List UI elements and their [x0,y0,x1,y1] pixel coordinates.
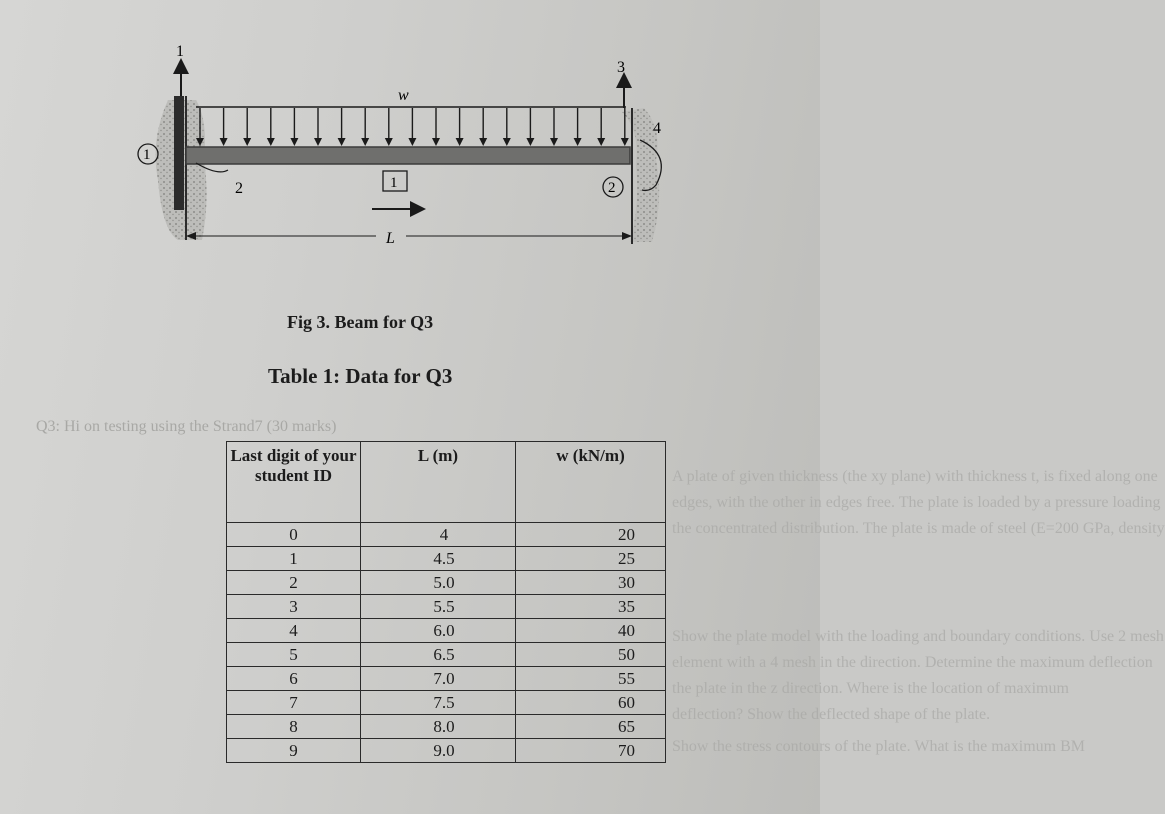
bleed-through-line: edges, with the other in edges free. The plate is loaded by a pressure loading [672,494,1161,511]
load-arrow-head [408,138,416,146]
load-arrow-head [597,138,605,146]
table-row [227,595,666,619]
cell-load: 25 [516,547,666,571]
load-arrow-head [338,138,346,146]
cell-load: 40 [516,619,666,643]
dof-label-2: 2 [235,180,243,197]
cell-student-id: 8 [227,715,361,739]
load-arrow-head [314,138,322,146]
cell-length: 5.5 [361,595,516,619]
cell-load: 20 [516,523,666,547]
table-row [227,643,666,667]
load-arrow-head [526,138,534,146]
cell-student-id: 9 [227,739,361,763]
cell-student-id: 0 [227,523,361,547]
table-row [227,523,666,547]
distributed-load-arrows [196,108,629,146]
cell-student-id: 4 [227,619,361,643]
cell-load: 35 [516,595,666,619]
bleed-through-line: Show the plate model with the loading and boundary conditions. Use 2 mesh [672,628,1164,645]
node-label-2: 2 [608,180,616,196]
load-arrow-head [479,138,487,146]
load-arrow-head [503,138,511,146]
table-row [227,715,666,739]
cell-length: 7.5 [361,691,516,715]
load-arrow-head [456,138,464,146]
load-arrow-head [361,138,369,146]
cell-student-id: 1 [227,547,361,571]
cell-load: 65 [516,715,666,739]
bleed-through-line: deflection? Show the deflected shape of the plate. [672,706,991,723]
load-arrow-head [220,138,228,146]
table-row [227,547,666,571]
table-row [227,619,666,643]
load-arrow-head [267,138,275,146]
cell-load: 55 [516,667,666,691]
cell-load: 30 [516,571,666,595]
length-label: L [386,230,395,247]
cell-student-id: 6 [227,667,361,691]
cell-length: 5.0 [361,571,516,595]
load-arrow-head [550,138,558,146]
figure-caption: Fig 3. Beam for Q3 [287,312,434,332]
cell-length: 6.5 [361,643,516,667]
table-row [227,571,666,595]
cell-load: 60 [516,691,666,715]
element-label: 1 [390,175,398,191]
cell-length: 8.0 [361,715,516,739]
bleed-through-line: A plate of given thickness (the xy plane) with thickness t, is fixed along one [672,468,1158,485]
beam [186,147,630,164]
cell-student-id: 7 [227,691,361,715]
data-table [226,441,666,763]
header-length: L (m) [361,442,516,523]
table-header-row [227,442,666,523]
cell-load: 70 [516,739,666,763]
dof-label-1: 1 [176,43,184,60]
cell-length: 4.5 [361,547,516,571]
load-arrow-head [432,138,440,146]
load-arrow-head [385,138,393,146]
load-label: w [398,87,409,104]
left-wall-plate [174,96,184,210]
load-arrow-head [243,138,251,146]
cell-length: 4 [361,523,516,547]
node-label-1: 1 [143,147,151,163]
bleed-through-line: Q3: Hi on testing using the Strand7 (30 marks) [36,418,337,435]
cell-length: 7.0 [361,667,516,691]
table-row [227,691,666,715]
dof-label-3: 3 [617,59,625,76]
cell-student-id: 5 [227,643,361,667]
load-arrow-head [621,138,629,146]
load-arrow-head [574,138,582,146]
cell-student-id: 2 [227,571,361,595]
table-row [227,667,666,691]
header-student-id: Last digit of your student ID [227,442,361,523]
cell-load: 50 [516,643,666,667]
cell-student-id: 3 [227,595,361,619]
table-row [227,739,666,763]
dof-label-4: 4 [653,120,661,137]
beam-diagram [0,0,820,300]
bleed-through-line: the concentrated distribution. The plate is made of steel (E=200 GPa, density [672,520,1165,537]
bleed-through-line: the plate in the z direction. Where is the location of maximum [672,680,1069,697]
table-caption: Table 1: Data for Q3 [268,364,453,388]
bleed-through-line: element with a 4 mesh in the direction. Determine the maximum deflection [672,654,1153,671]
cell-length: 6.0 [361,619,516,643]
cell-length: 9.0 [361,739,516,763]
load-arrow-head [290,138,298,146]
bleed-through-line: Show the stress contours of the plate. What is the maximum BM [672,738,1085,755]
header-load: w (kN/m) [516,442,666,523]
